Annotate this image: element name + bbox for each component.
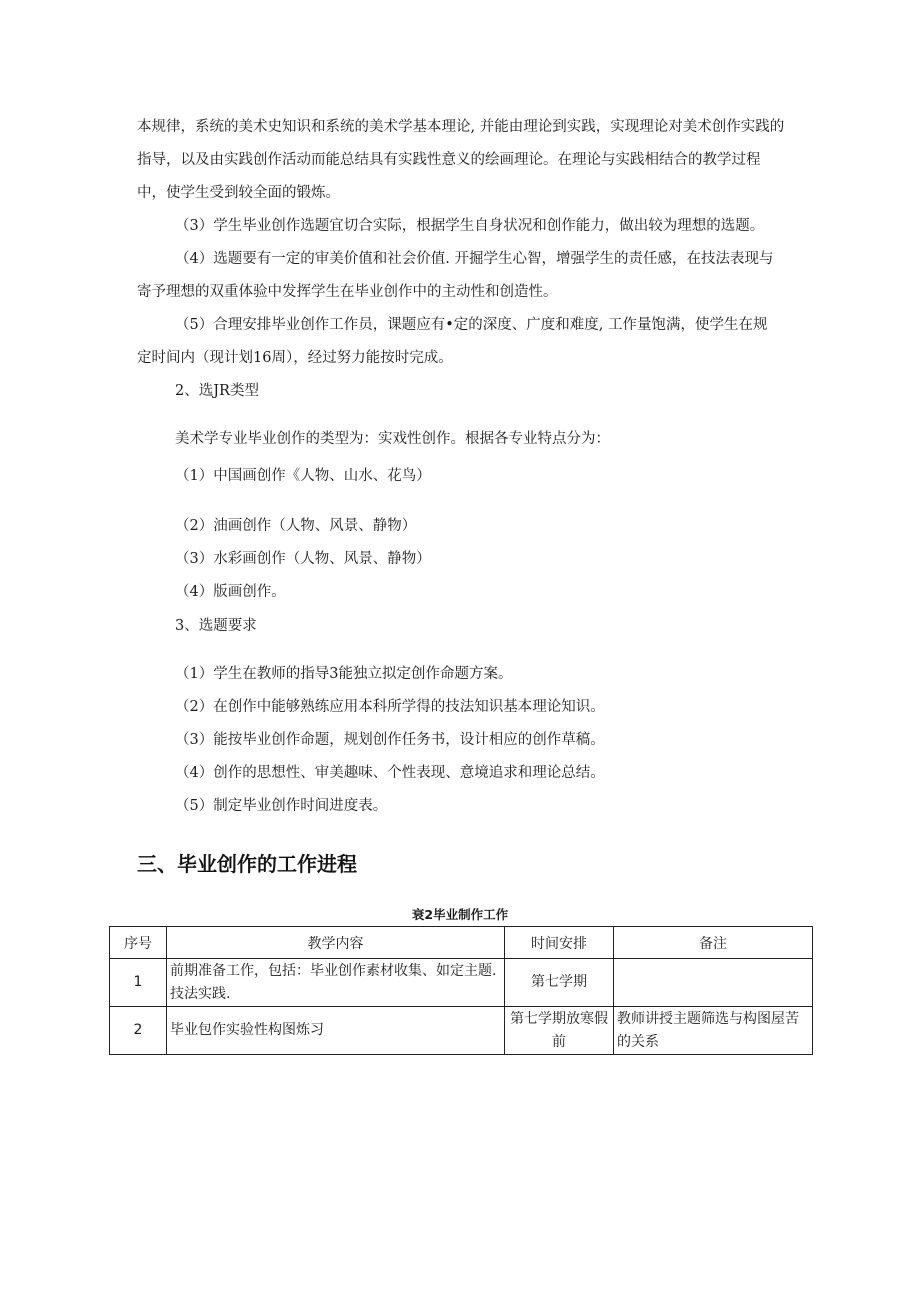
types-heading: 2、选JR类型 <box>175 383 259 399</box>
table-header-row <box>110 927 813 959</box>
col-header-index: 序号 <box>110 927 167 959</box>
table-caption: 衰2毕业制作工作 <box>411 907 509 922</box>
item-4-line-2: 寄予理想的双重体验中发挥学生在毕业创作中的主动性和创造性。 <box>137 284 558 300</box>
cell-time: 第七学期 <box>505 959 614 1007</box>
intro-line-1: 本规律，系统的美术史知识和系统的美术学基本理论, 并能由理论到实践，实现理论对美术创作实践的 <box>137 119 785 135</box>
types-intro: 美术学专业毕业创作的类型为：实戏性创作。根据各专业特点分为： <box>175 431 610 447</box>
requirement-item-1: （1）学生在教师的指导3能独立拟定创作命题方案。 <box>175 666 513 682</box>
requirements-heading: 3、选题要求 <box>175 618 257 634</box>
cell-content: 前期准备工作，包括：毕业创作素材收集、如定主题. 技法实践. <box>167 959 505 1007</box>
item-5-line-1: （5）合理安排毕业创作工作员，课题应有•定的深度、广度和难度, 工作量饱满，使学生在规 <box>175 317 768 333</box>
col-header-note: 备注 <box>614 927 813 959</box>
requirement-item-4: （4）创作的思想性、审美趣味、个性表现、意境追求和理论总结。 <box>175 765 605 781</box>
type-item-1: （1）中国画创作《人物、山水、花鸟） <box>175 468 431 484</box>
table-row <box>110 959 813 1007</box>
item-3-text: （3）学生毕业创作选题宜切合实际，根据学生自身状况和创作能力，做出较为理想的选题。 <box>175 218 765 234</box>
cell-index: 1 <box>110 959 167 1007</box>
requirement-item-5: （5）制定毕业创作时间进度表。 <box>175 798 388 814</box>
cell-index: 2 <box>110 1007 167 1055</box>
type-item-4: （4）版画创作。 <box>175 584 286 600</box>
col-header-time: 时间安排 <box>505 927 614 959</box>
table-row <box>110 1007 813 1055</box>
intro-line-3: 中，使学生受到较全面的锻炼。 <box>137 185 340 201</box>
requirement-item-2: （2）在创作中能够熟练应用本科所学得的技法知识基本理论知识。 <box>175 699 605 715</box>
cell-content: 毕业包作实验性构图炼习 <box>167 1007 505 1055</box>
col-header-content: 教学内容 <box>167 927 505 959</box>
type-item-2: （2）油画创作（人物、风景、静物） <box>175 518 417 534</box>
item-4-line-1: （4）选题要有一定的审美价值和社会价值. 开掘学生心智，增强学生的责任感，在技法表现与 <box>175 251 774 267</box>
cell-note: 教师讲授主题筛选与构图屋苦的关系 <box>614 1007 813 1055</box>
cell-time: 第七学期放寒假前 <box>505 1007 614 1055</box>
type-item-3: （3）水彩画创作（人物、风景、静物） <box>175 551 431 567</box>
schedule-table <box>109 926 813 1055</box>
requirement-item-3: （3）能按毕业创作命题，规划创作任务书，设计相应的创作草稿。 <box>175 732 605 748</box>
intro-line-2: 指导，以及由实践创作活动而能总结具有实践性意义的绘画理论。在理论与实践相结合的教学过程 <box>137 152 761 168</box>
section-3-title: 三、毕业创作的工作进程 <box>137 852 357 876</box>
cell-note <box>614 959 813 1007</box>
item-5-line-2: 定时间内（现计划16周），经过努力能按时完成。 <box>137 350 453 366</box>
